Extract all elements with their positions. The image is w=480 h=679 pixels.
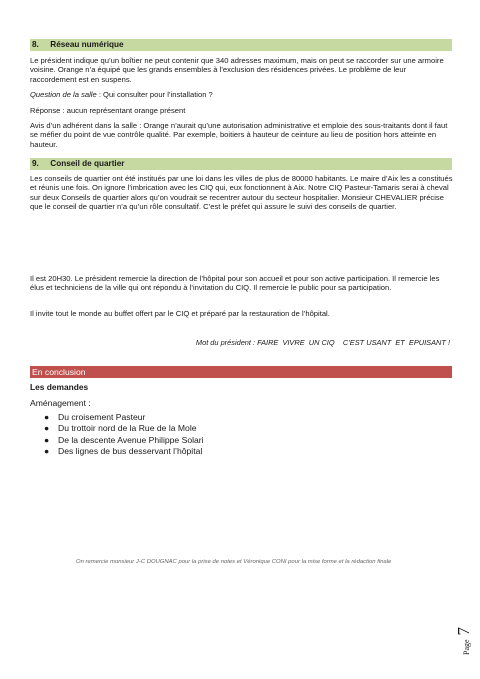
section-8-paragraph-1: Le président indique qu’un boîtier ne peut contenir que 340 adresses maximum, mais on peut se raccorder sur une armoire voisine. Orange n’a équipé que les grands ensembles à l’exclusion des résidences privées. Le problème de leur raccordement est en suspens. <box>30 56 444 84</box>
section-8-paragraph-2: Avis d’un adhérent dans la salle : Orange n’aurait qu’une autorisation administrative et emploie des sous-traitants dont il faut se méfier du point de vue contrôle qualité. Par exemple, boitiers à hauteur de ceinture au lieu de position hors atteinte en hauteur. <box>30 121 448 149</box>
list-item <box>44 423 204 434</box>
section-9-paragraph: Les conseils de quartier ont été institués par une loi dans les villes de plus de 80000 habitants. Le maire d’Aix les a constitués et réunis une fois. On ignore l’imbrication avec les CIQ qui, eux fonctionnent à Aix. Notre CIQ Pasteur-Tamaris serai à cheval sur deux Conseils de quartier alors qu’on voudrait se recentrer autour du secteur hospitalier. Monsieur CHEVALIER précise que le conseil de quartier n’a qu’un rôle consultatif. C’est le préfet qui assure le suivi des conseils de quartier. <box>30 174 453 212</box>
amenagement-label: Aménagement : <box>30 398 91 408</box>
question-text: : Qui consulter pour l’installation ? <box>96 90 213 99</box>
bullet-icon: ● <box>44 423 50 434</box>
bullet-icon: ● <box>44 412 50 422</box>
list-item-text: Du trottoir nord de la Rue de la Mole <box>58 423 197 434</box>
list-item <box>44 435 204 446</box>
conclusion-subtitle: Les demandes <box>30 382 89 392</box>
page-number-value: 7 <box>454 626 473 636</box>
section-8-title: Réseau numérique <box>50 40 124 49</box>
page-label: Page <box>462 639 471 655</box>
list-item-text: Des lignes de bus desservant l’hôpital <box>58 446 203 457</box>
bullet-icon: ● <box>44 434 50 445</box>
conclusion-heading: En conclusion <box>30 366 452 378</box>
section-8-heading <box>30 39 452 51</box>
demandes-list <box>44 412 204 458</box>
section-9-title: Conseil de quartier <box>50 159 125 168</box>
list-item-text: Du croisement Pasteur <box>58 412 146 422</box>
acknowledgement-footnote: On remercie monsieur J-C DOUGNAC pour la prise de notes et Véronique CONI pour la mise forme et la rédaction finale <box>76 559 392 565</box>
section-8-question <box>30 90 454 99</box>
bullet-icon: ● <box>44 446 50 457</box>
section-9-number: 9. <box>32 159 39 168</box>
page-number <box>454 627 474 655</box>
list-item <box>44 412 204 423</box>
section-8-number: 8. <box>32 40 39 49</box>
section-9-heading <box>30 158 452 170</box>
question-label: Question de la salle <box>30 90 97 99</box>
section-8-answer: Réponse : aucun représentant orange présent <box>30 106 186 115</box>
list-item <box>44 446 204 457</box>
president-quote: Mot du président : FAIRE VIVRE UN CIQ C’EST USANT ET EPUISANT ! <box>195 338 450 347</box>
closing-paragraph-1: Il est 20H30. Le président remercie la direction de l’hôpital pour son accueil et pour son active participation. Il remercie les élus et techniciens de la ville qui ont répondu à l’invitation du CIQ. Il remercie le public pour sa participation. <box>30 274 440 293</box>
closing-paragraph-2: Il invite tout le monde au buffet offert par le CIQ et préparé par la restauration de l’hôpital. <box>30 309 330 318</box>
list-item-text: De la descente Avenue Philippe Solari <box>58 434 204 445</box>
